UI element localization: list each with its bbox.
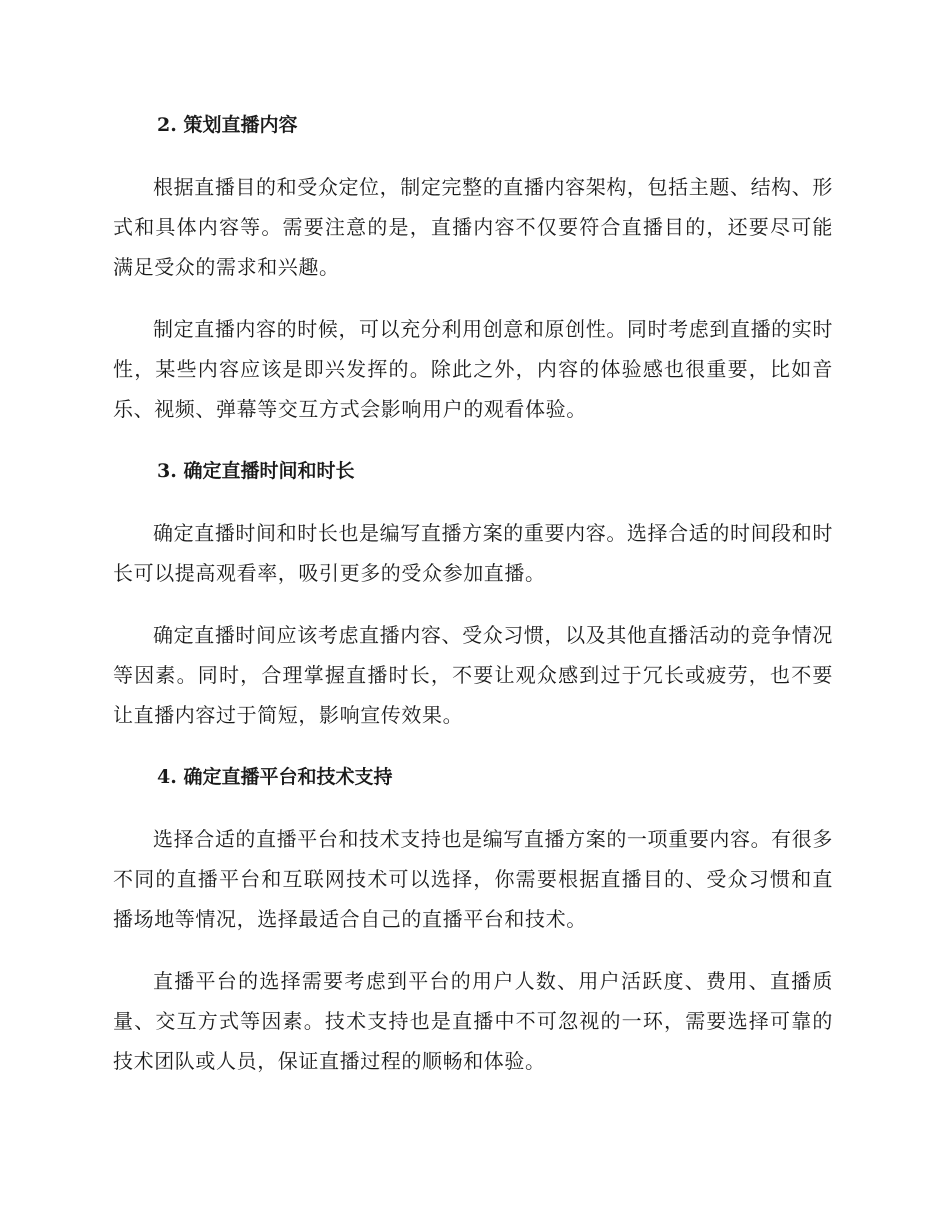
- paragraph: 直播平台的选择需要考虑到平台的用户人数、用户活跃度、费用、直播质量、交互方式等因素。技术支持也是直播中不可忽视的一环，需要选择可靠的技术团队或人员，保证直播过程的顺畅和体验。: [113, 969, 833, 1073]
- section-heading: 3. 确定直播时间和时长: [157, 460, 355, 482]
- paragraph: 选择合适的直播平台和技术支持也是编写直播方案的一项重要内容。有很多不同的直播平台和互联网技术可以选择，你需要根据直播目的、受众习惯和直播场地等情况，选择最适合自己的直播平台和技术。: [113, 827, 833, 931]
- paragraph: 根据直播目的和受众定位，制定完整的直播内容架构，包括主题、结构、形式和具体内容等。需要注意的是，直播内容不仅要符合直播目的，还要尽可能满足受众的需求和兴趣。: [113, 175, 833, 279]
- document-body: [113, 105, 833, 1103]
- section-heading: 4. 确定直播平台和技术支持: [157, 766, 393, 788]
- section-platform-tech: [113, 757, 833, 1081]
- section-heading: 2. 策划直播内容: [157, 114, 298, 136]
- paragraph: 制定直播内容的时候，可以充分利用创意和原创性。同时考虑到直播的实时性，某些内容应该是即兴发挥的。除此之外，内容的体验感也很重要，比如音乐、视频、弹幕等交互方式会影响用户的观看体验。: [113, 317, 833, 421]
- paragraph: 确定直播时间应该考虑直播内容、受众习惯，以及其他直播活动的竞争情况等因素。同时，合理掌握直播时长，不要让观众感到过于冗长或疲劳，也不要让直播内容过于简短，影响宣传效果。: [113, 623, 833, 727]
- section-plan-content: [113, 105, 833, 429]
- paragraph: 确定直播时间和时长也是编写直播方案的重要内容。选择合适的时间段和时长可以提高观看率，吸引更多的受众参加直播。: [113, 521, 833, 585]
- section-time-duration: [113, 451, 833, 735]
